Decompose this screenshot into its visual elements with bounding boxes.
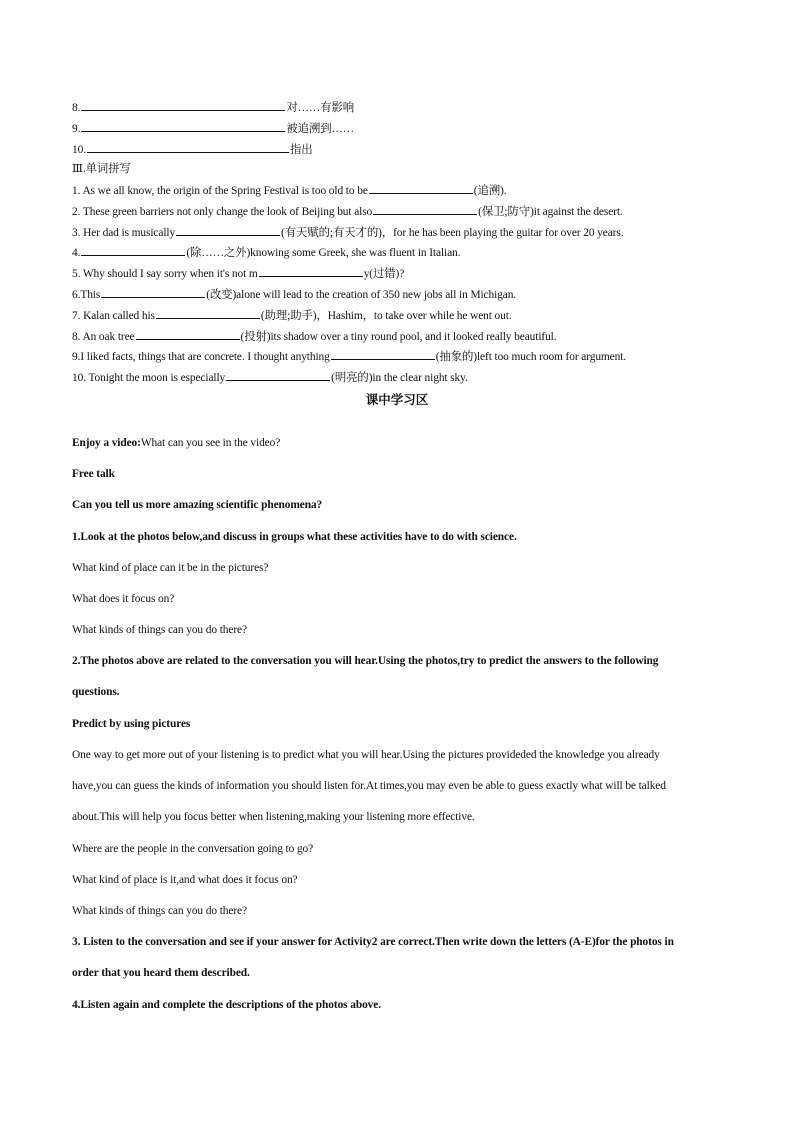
answer-blank[interactable]	[373, 204, 477, 215]
item-text-before: 9.I liked facts, things that are concrete. I thought anything	[72, 351, 330, 363]
class-section-title: 课中学习区	[365, 393, 429, 407]
activity-2-question: What kinds of things can you do there?	[72, 905, 247, 917]
phrase-number: 10.	[72, 144, 86, 156]
spelling-item-8	[72, 329, 556, 344]
answer-blank[interactable]	[87, 142, 289, 153]
item-text-after: (追溯).	[473, 185, 507, 197]
item-text-after: (明亮的)in the clear night sky.	[331, 372, 468, 384]
spelling-item-5	[72, 266, 404, 281]
predict-paragraph-line: have,you can guess the kinds of information you should listen for.At times,you may even be able to guess exactly what will be talked	[72, 780, 666, 792]
item-text-before: 4.	[72, 247, 81, 259]
video-question: What can you see in the video?	[140, 437, 281, 449]
video-prompt	[72, 437, 280, 449]
spelling-item-10	[72, 370, 468, 385]
spelling-item-3	[72, 225, 623, 240]
answer-blank[interactable]	[176, 225, 280, 236]
item-text-before: 8. An oak tree	[72, 331, 135, 343]
video-label: Enjoy a video:	[72, 437, 141, 449]
item-text-after: (助理;助手)，Hashim，to take over while he went out.	[260, 310, 512, 322]
answer-blank[interactable]	[331, 349, 435, 360]
activity-2-question: What kind of place is it,and what does it focus on?	[72, 874, 298, 886]
phrase-item-10	[72, 142, 313, 157]
free-talk-heading: Free talk	[72, 468, 115, 480]
phrase-meaning: 对……有影响	[286, 102, 355, 114]
activity-3-instruction-cont: order that you heard them described.	[72, 967, 250, 979]
item-text-after: y(过错)?	[363, 268, 405, 280]
activity-2-question: Where are the people in the conversation going to go?	[72, 843, 314, 855]
spelling-item-2	[72, 204, 623, 219]
item-text-after: (有天赋的;有天才的)，for he has been playing the guitar for over 20 years.	[281, 227, 624, 239]
activity-1-question: What kinds of things can you do there?	[72, 624, 247, 636]
answer-blank[interactable]	[101, 287, 205, 298]
item-text-after: (改变)alone will lead to the creation of 350 new jobs all in Michigan.	[206, 289, 517, 301]
activity-1-question: What kind of place can it be in the pictures?	[72, 562, 269, 574]
phenomena-question: Can you tell us more amazing scientific phenomena?	[72, 499, 323, 511]
item-text-after: (保卫;防守)it against the desert.	[478, 206, 623, 218]
phrase-item-9	[72, 121, 354, 136]
spelling-item-6	[72, 287, 516, 302]
answer-blank[interactable]	[81, 245, 185, 256]
answer-blank[interactable]	[81, 100, 285, 111]
section-title: Ⅲ.单词拼写	[72, 163, 131, 175]
spelling-item-4	[72, 245, 460, 260]
spelling-item-1	[72, 183, 507, 198]
activity-2-instruction: 2.The photos above are related to the conversation you will hear.Using the photos,try to predict the answers to the following	[72, 655, 659, 667]
phrase-number: 9.	[72, 123, 81, 135]
item-text-before: 6.This	[72, 289, 101, 301]
item-text-before: 10. Tonight the moon is especially	[72, 372, 226, 384]
activity-4-instruction: 4.Listen again and complete the descriptions of the photos above.	[72, 999, 381, 1011]
predict-paragraph-line: about.This will help you focus better when listening,making your listening more effective.	[72, 811, 475, 823]
item-text-before: 5. Why should I say sorry when it's not m	[72, 268, 258, 280]
phrase-meaning: 指出	[289, 144, 313, 156]
phrase-meaning: 被追溯到……	[286, 123, 355, 135]
activity-1-instruction: 1.Look at the photos below,and discuss in groups what these activities have to do with science.	[72, 531, 517, 543]
predict-heading: Predict by using pictures	[72, 718, 191, 730]
item-text-after: (除……之外)knowing some Greek, she was fluent in Italian.	[186, 247, 461, 259]
answer-blank[interactable]	[136, 329, 240, 340]
answer-blank[interactable]	[156, 308, 260, 319]
activity-1-question: What does it focus on?	[72, 593, 175, 605]
item-text-after: (抽象的)left too much room for argument.	[435, 351, 627, 363]
answer-blank[interactable]	[259, 266, 363, 277]
item-text-before: 7. Kalan called his	[72, 310, 155, 322]
phrase-number: 8.	[72, 102, 81, 114]
activity-3-instruction: 3. Listen to the conversation and see if your answer for Activity2 are correct.Then write down the letters (A-E)for the photos in	[72, 936, 674, 948]
item-text-before: 2. These green barriers not only change the look of Beijing but also	[72, 206, 373, 218]
answer-blank[interactable]	[81, 121, 285, 132]
item-text-after: (投射)its shadow over a tiny round pool, and it looked really beautiful.	[240, 331, 557, 343]
answer-blank[interactable]	[369, 183, 473, 194]
phrase-item-8	[72, 100, 354, 115]
item-text-before: 3. Her dad is musically	[72, 227, 176, 239]
spelling-item-9	[72, 349, 626, 364]
predict-paragraph-line: One way to get more out of your listening is to predict what you will hear.Using the pictures provideded the knowledge you already	[72, 749, 660, 761]
answer-blank[interactable]	[226, 370, 330, 381]
spelling-item-7	[72, 308, 512, 323]
activity-2-instruction-cont: questions.	[72, 686, 120, 698]
item-text-before: 1. As we all know, the origin of the Spring Festival is too old to be	[72, 185, 368, 197]
